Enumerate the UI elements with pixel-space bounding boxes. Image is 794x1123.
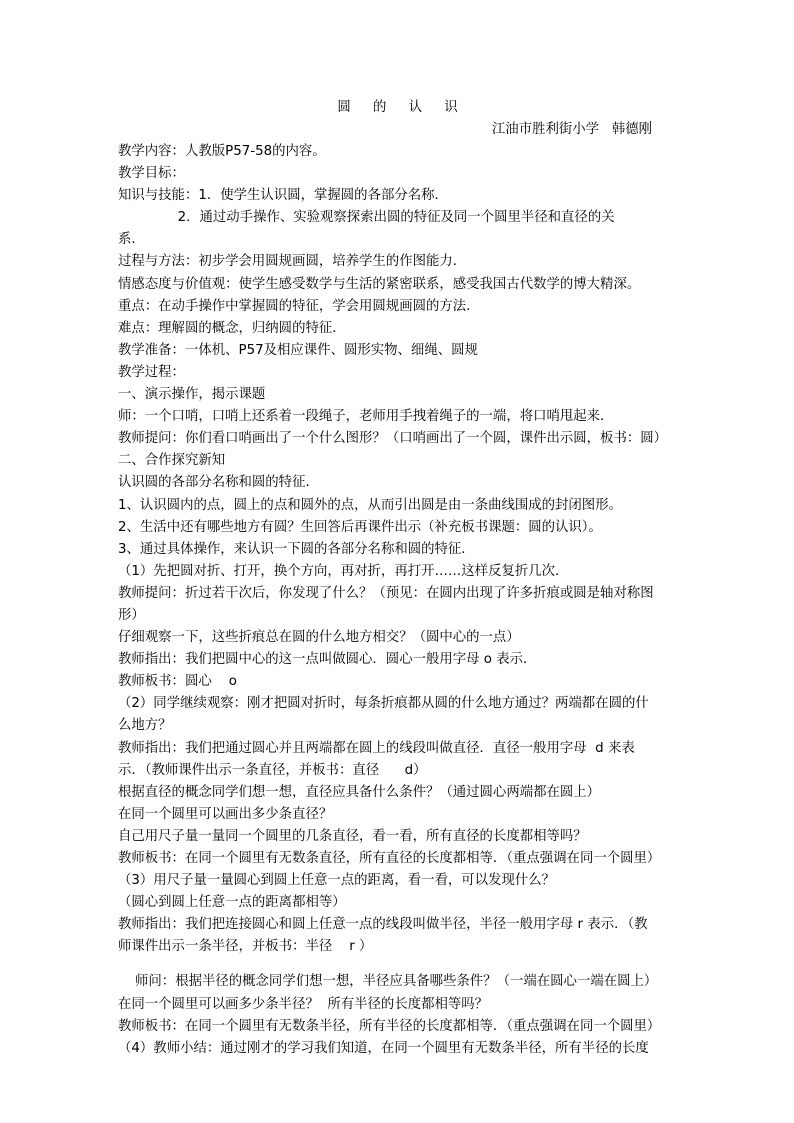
text-line: 自己用尺子量一量同一个圆里的几条直径，看一看，所有直径的长度都相等吗？ (118, 828, 587, 844)
text-line: 根据直径的概念同学们想一想，直径应具备什么条件？（通过圆心两端都在圆上） (118, 784, 601, 800)
text-line: 教师指出：我们把圆中心的这一点叫做圆心．圆心一般用字母 o 表示． (118, 652, 537, 668)
text-line: 师课件出示一条半径，并板书：半径 r ） (118, 939, 373, 955)
text-line: 师：一个口哨，口哨上还系着一段绳子，老师用手拽着绳子的一端，将口哨甩起来． (118, 409, 614, 425)
text-line: 教学准备：一体机、P57及相应课件、圆形实物、细绳、圆规 (118, 342, 478, 358)
text-line: 二、合作探究新知 (118, 453, 226, 469)
text-line: 知识与技能：1．使学生认识圆，掌握圆的各部分名称． (118, 188, 448, 204)
text-line: （3）用尺子量一量圆心到圆上任意一点的距离，看一看，可以发现什么？ (118, 873, 556, 889)
text-line: 教师提问：折过若干次后，你发现了什么？（预见：在圆内出现了许多折痕或圆是轴对称图 (118, 585, 654, 601)
text-line: （圆心到圆上任意一点的距离都相等） (118, 895, 346, 911)
text-line: （2）同学继续观察：刚才把圆对折时，每条折痕都从圆的什么地方通过？两端都在圆的什 (118, 696, 649, 712)
text-line: 2．通过动手操作、实验观察探索出圆的特征及同一个圆里半径和直径的关 (118, 210, 615, 226)
text-line: 教师提问：你们看口哨画出了一个什么图形？（口哨画出了一个圆，课件出示圆，板书：圆） (118, 431, 668, 447)
text-line: 教师板书：在同一个圆里有无数条半径，所有半径的长度都相等．（重点强调在同一个圆里） (118, 1018, 661, 1034)
text-line: 教学过程： (118, 364, 185, 380)
text-line: 1、认识圆内的点，圆上的点和圆外的点，从而引出圆是由一条曲线围成的封闭图形。 (118, 497, 622, 513)
text-line: 师问：根据半径的概念同学们想一想，半径应具备哪些条件？（一端在圆心一端在圆上） (118, 974, 658, 990)
text-line: 一、演示操作，揭示课题 (118, 387, 266, 403)
text-line: 3、通过具体操作，来认识一下圆的各部分名称和圆的特征． (118, 541, 475, 557)
document-author: 江油市胜利街小学 韩德刚 (491, 122, 652, 137)
document-page (118, 97, 678, 1060)
text-line: （1）先把圆对折、打开，换个方向，再对折，再打开……这样反复折几次． (118, 563, 569, 579)
text-line: 教学内容：人教版P57-58的内容。 (118, 144, 326, 159)
text-line: 教师板书：圆心 o (118, 674, 237, 690)
text-line: 仔细观察一下，这些折痕总在圆的什么地方相交？（圆中心的一点） (118, 630, 520, 646)
text-line: 难点：理解圆的概念，归纳圆的特征． (118, 320, 346, 336)
text-line: 情感态度与价值观：使学生感受数学与生活的紧密联系，感受我国古代数学的博大精深。 (118, 276, 641, 292)
text-line: 认识圆的各部分名称和圆的特征． (118, 475, 319, 491)
body-section-1 (118, 141, 678, 958)
text-line: 示．（教师课件出示一条直径，并板书：直径 d） (118, 762, 427, 778)
body-section-2 (118, 971, 678, 1059)
paragraph-gap (118, 958, 678, 971)
text-line: 教师指出：我们把连接圆心和圆上任意一点的线段叫做半径，半径一般用字母 r 表示．（教 (118, 917, 648, 933)
text-line: 形） (118, 607, 145, 623)
text-line: 重点：在动手操作中掌握圆的特征，学会用圆规画圆的方法． (118, 298, 480, 314)
text-line: 教师指出：我们把通过圆心并且两端都在圆上的线段叫做直径．直径一般用字母 d 来表 (118, 740, 635, 756)
text-line: 教学目标： (118, 166, 185, 182)
text-line: （4）教师小结：通过刚才的学习我们知道，在同一个圆里有无数条半径，所有半径的长度 (118, 1040, 649, 1056)
text-line: 么地方？ (118, 718, 172, 734)
text-line: 2、生活中还有哪些地方有圆？生回答后再课件出示（补充板书课题：圆的认识）。 (118, 519, 602, 535)
text-line: 教师板书：在同一个圆里有无数条直径，所有直径的长度都相等．（重点强调在同一个圆里） (118, 851, 661, 866)
document-title: 圆 的 认 识 (337, 100, 467, 115)
text-line: 在同一个圆里可以画多少条半径？ 所有半径的长度都相等吗？ (118, 996, 489, 1012)
text-line: 系． (118, 232, 145, 248)
text-line: 在同一个圆里可以画出多少条直径？ (118, 806, 333, 822)
text-line: 过程与方法：初步学会用圆规画圆，培养学生的作图能力． (118, 254, 467, 270)
